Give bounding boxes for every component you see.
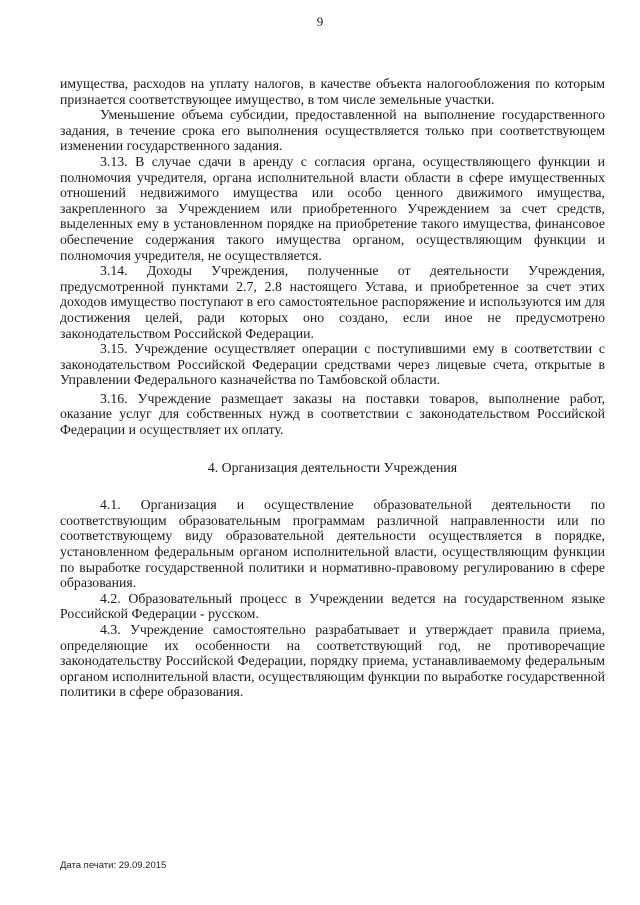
paragraph-4-3: 4.3. Учреждение самостоятельно разрабатывает и утверждает правила приема, определяющие их особенности на соответствующий год, не противоречащие законодательству Российской Федерации, порядку приема, устанавливаемому федеральным органом исполнительной власти, осуществляющим функции по выработке государственной политики в сфере образования.	[60, 622, 605, 700]
paragraph-3-13: 3.13. В случае сдачи в аренду с согласия органа, осуществляющего функции и полномочия учредителя, органа исполнительной власти области в сфере имущественных отношений недвижимого имущества или особо ценного движимого имущества, закрепленного за Учреждением или приобретенного Учреждением за счет средств, выделенных ему в установленном порядке на приобретение такого имущества, финансовое обеспечение содержания такого имущества органом, осуществляющим функции и полномочия учредителя, не осуществляется.	[60, 153, 605, 263]
paragraph-4-1: 4.1. Организация и осуществление образовательной деятельности по соответствующим образовательным программам различной направленности или по соответствующему виду образовательной деятельности осуществляется в порядке, установленном федеральным органом исполнительной власти, осуществляющим функции по выработке государственной политики и нормативно-правовому регулированию в сфере образования.	[60, 497, 605, 591]
paragraph-3-16: 3.16. Учреждение размещает заказы на поставки товаров, выполнение работ, оказание услуг для собственных нужд в соответствии с законодательством Российской Федерации и осуществляет их оплату.	[60, 390, 605, 438]
page-number: 9	[316, 14, 324, 29]
paragraph-4-2: 4.2. Образовательный процесс в Учреждении ведется на государственном языке Российской Федерации - русском.	[60, 590, 605, 622]
print-date: Дата печати: 29.09.2015	[60, 860, 167, 871]
paragraph-3-14: 3.14. Доходы Учреждения, полученные от деятельности Учреждения, предусмотренной пунктами 2.7, 2.8 настоящего Устава, и приобретенное за счет этих доходов имущество поступают в его самостоятельное распоряжение и используются им для достижения целей, ради которых оно создано, если иное не предусмотрено законодательством Российской Федерации.	[60, 263, 605, 341]
document-body	[60, 76, 605, 700]
paragraph: Уменьшение объема субсидии, предоставленной на выполнение государственного задания, в течение срока его выполнения осуществляется только при соответствующем изменении государственного задания.	[60, 107, 605, 154]
section-heading: 4. Организация деятельности Учреждения	[207, 459, 458, 475]
paragraph: имущества, расходов на уплату налогов, в качестве объекта налогообложения по которым признается соответствующее имущество, в том числе земельные участки.	[60, 76, 605, 107]
paragraph-3-15: 3.15. Учреждение осуществляет операции с поступившими ему в соответствии с законодательством Российской Федерации средствами через лицевые счета, открытые в Управлении Федерального казначейства по Тамбовской области.	[60, 341, 605, 388]
